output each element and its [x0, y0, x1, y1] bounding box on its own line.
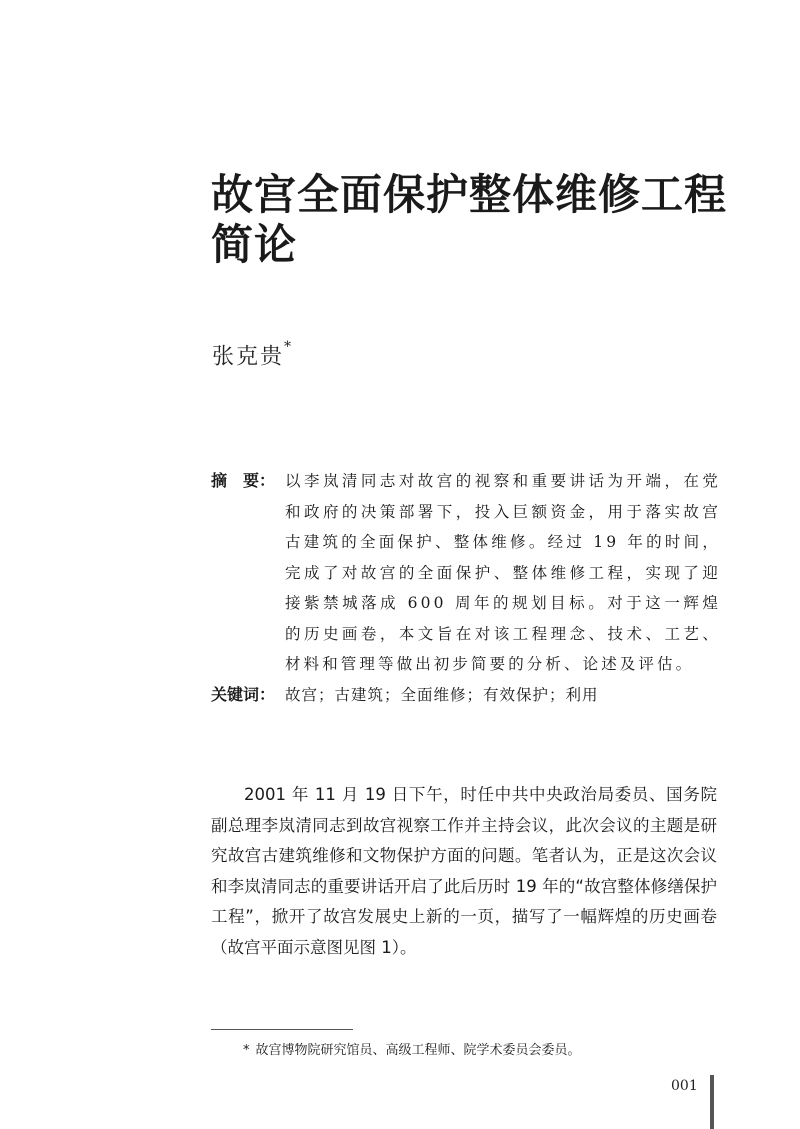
- abstract-text: 以李岚清同志对故宫的视察和重要讲话为开端，在党和政府的决策部署下，投入巨额资金，用于落实故宫古建筑的全面保护、整体维修。经过 19 年的时间，完成了对故宫的全面保护、整体维修工程，实现了迎接紫禁城落成 600 周年的规划目标。对于这一辉煌的历史画卷，本文旨在对该工程理念、技术、工艺、材料和管理等做出初步简要的分析、论述及评估。: [285, 472, 721, 673]
- footnote: [243, 1040, 581, 1062]
- author-name: 张克贵: [212, 344, 285, 370]
- abstract-label: 摘 要：: [211, 471, 276, 490]
- author-footnote-mark[interactable]: *: [284, 339, 292, 355]
- abstract-section: [211, 466, 721, 710]
- footnote-mark: *: [243, 1043, 250, 1058]
- keywords-label: 关键词：: [211, 684, 276, 704]
- page-edge-bar: [710, 1075, 714, 1129]
- footnote-divider: [211, 1029, 353, 1030]
- body-paragraph: 2001 年 11 月 19 日下午，时任中共中央政治局委员、国务院副总理李岚清同志到故宫视察工作并主持会议，此次会议的主题是研究故宫古建筑维修和文物保护方面的问题。笔者认为，正是这次会议和李岚清同志的重要讲话开启了此后历时 19 年的“故宫整体修缮保护工程”，掀开了故宫发展史上新的一页，描写了一幅辉煌的历史画卷（故宫平面示意图见图 1）。: [211, 785, 717, 957]
- keywords-text: 故宫；古建筑；全面维修；有效保护；利用: [285, 685, 599, 704]
- footnote-text: 故宫博物院研究馆员、高级工程师、院学术委员会委员。: [255, 1043, 581, 1058]
- author-line: [212, 336, 291, 372]
- keywords-row: [211, 680, 721, 710]
- page-number: 001: [671, 1078, 698, 1094]
- article-title: 故宫全面保护整体维修工程简论: [211, 170, 728, 269]
- abstract-row: [211, 466, 721, 680]
